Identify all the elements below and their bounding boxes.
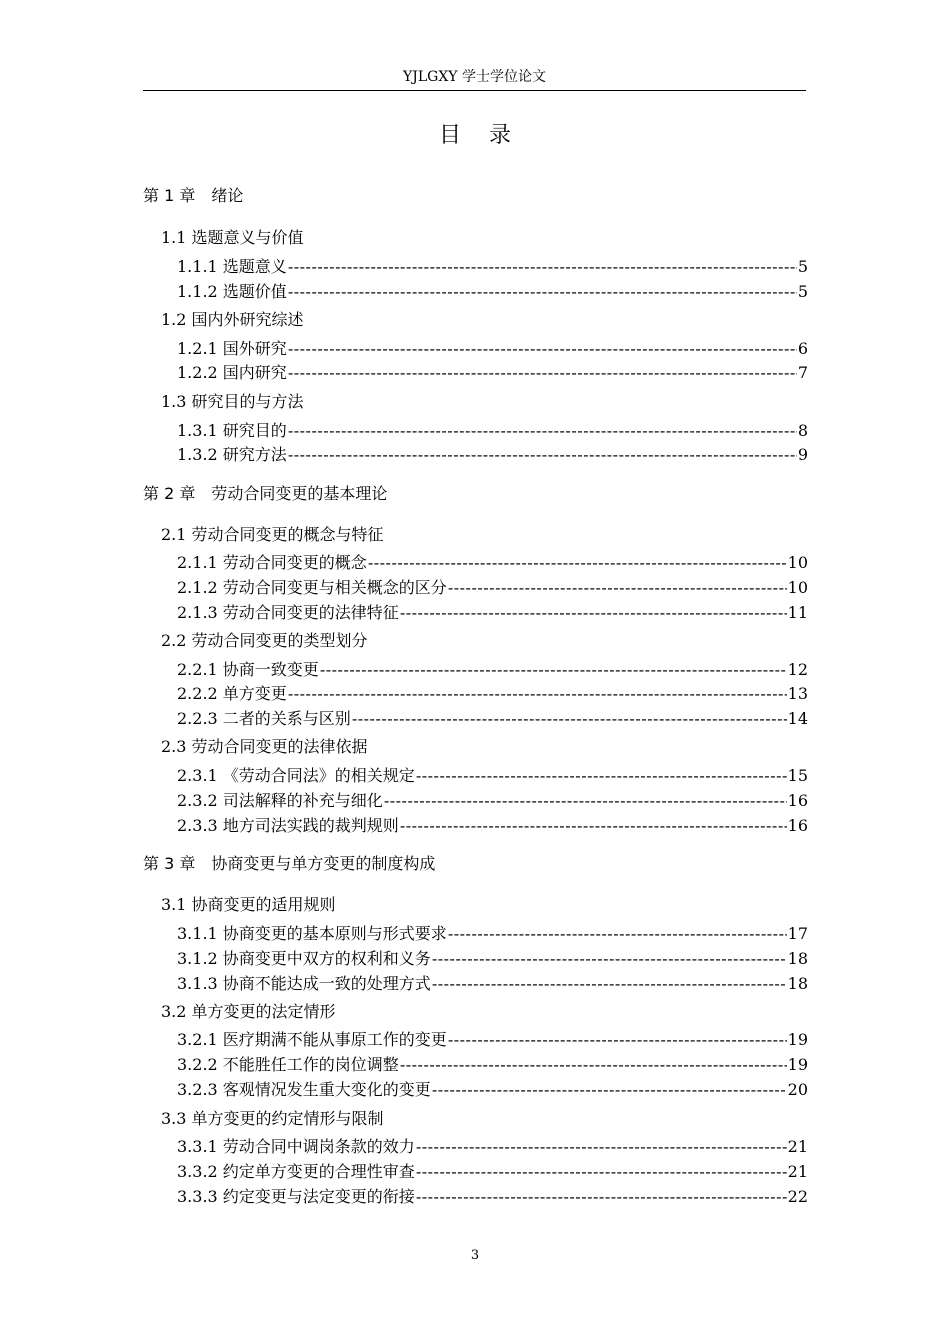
dot-leader: [400, 603, 787, 623]
entry-label: 2.2.1 协商一致变更: [177, 660, 319, 679]
toc-section[interactable]: 3.1 协商变更的适用规则: [161, 895, 336, 914]
toc-section[interactable]: 1.3 研究目的与方法: [161, 392, 304, 411]
dot-leader: [400, 816, 787, 836]
toc-entry[interactable]: [177, 816, 808, 836]
entry-page-number: 7: [797, 363, 808, 382]
toc-entry[interactable]: [177, 1030, 808, 1050]
entry-page-number: 21: [787, 1137, 808, 1156]
dot-leader: [288, 421, 797, 441]
toc-entry[interactable]: [177, 949, 808, 969]
entry-label: 1.2.1 国外研究: [177, 339, 287, 358]
toc-entry[interactable]: [177, 603, 808, 623]
toc-entry[interactable]: [177, 282, 808, 302]
chapter-number: 第 1 章: [143, 186, 196, 205]
dot-leader: [432, 949, 787, 969]
toc-entry[interactable]: [177, 1137, 808, 1157]
entry-label: 3.2.1 医疗期满不能从事原工作的变更: [177, 1030, 447, 1049]
entry-label: 2.2.2 单方变更: [177, 684, 287, 703]
entry-page-number: 22: [787, 1187, 808, 1206]
toc-entry[interactable]: [177, 363, 808, 383]
entry-page-number: 8: [797, 421, 808, 440]
toc-entry[interactable]: [177, 445, 808, 465]
entry-label: 3.2.3 客观情况发生重大变化的变更: [177, 1080, 431, 1099]
toc-entry[interactable]: [177, 660, 808, 680]
dot-leader: [288, 257, 797, 277]
entry-page-number: 15: [787, 766, 808, 785]
running-header: YJLGXY 学士学位论文: [403, 69, 546, 85]
toc-chapter[interactable]: [143, 484, 387, 504]
entry-label: 1.1.1 选题意义: [177, 257, 287, 276]
page-number: 3: [470, 1248, 480, 1263]
dot-leader: [368, 553, 787, 573]
dot-leader: [400, 1055, 787, 1075]
entry-label: 1.2.2 国内研究: [177, 363, 287, 382]
entry-page-number: 13: [787, 684, 808, 703]
dot-leader: [288, 282, 797, 302]
toc-entry[interactable]: [177, 684, 808, 704]
entry-page-number: 11: [787, 603, 808, 622]
entry-label: 1.1.2 选题价值: [177, 282, 287, 301]
dot-leader: [352, 709, 787, 729]
entry-page-number: 5: [797, 282, 808, 301]
toc-entry[interactable]: [177, 1080, 808, 1100]
toc-entry[interactable]: [177, 1055, 808, 1075]
toc-section[interactable]: 2.1 劳动合同变更的概念与特征: [161, 525, 384, 544]
dot-leader: [416, 1137, 787, 1157]
chapter-title: 协商变更与单方变更的制度构成: [211, 854, 436, 873]
dot-leader: [448, 1030, 787, 1050]
entry-label: 2.2.3 二者的关系与区别: [177, 709, 351, 728]
toc-section[interactable]: 2.2 劳动合同变更的类型划分: [161, 631, 368, 650]
toc-entry[interactable]: [177, 578, 808, 598]
toc-title: 目录: [438, 123, 539, 148]
dot-leader: [416, 1187, 787, 1207]
header-rule: [143, 90, 806, 91]
toc-entry[interactable]: [177, 339, 808, 359]
entry-label: 2.3.1 《劳动合同法》的相关规定: [177, 766, 415, 785]
entry-page-number: 19: [787, 1055, 808, 1074]
dot-leader: [448, 924, 787, 944]
toc-entry[interactable]: [177, 791, 808, 811]
chapter-number: 第 3 章: [143, 854, 196, 873]
toc-entry[interactable]: [177, 1162, 808, 1182]
toc-section[interactable]: 1.1 选题意义与价值: [161, 228, 304, 247]
dot-leader: [432, 974, 787, 994]
entry-page-number: 12: [787, 660, 808, 679]
entry-label: 2.1.2 劳动合同变更与相关概念的区分: [177, 578, 447, 597]
entry-page-number: 18: [787, 974, 808, 993]
dot-leader: [288, 445, 797, 465]
entry-label: 1.3.2 研究方法: [177, 445, 287, 464]
entry-label: 3.1.3 协商不能达成一致的处理方式: [177, 974, 431, 993]
entry-page-number: 18: [787, 949, 808, 968]
dot-leader: [384, 791, 787, 811]
toc-entry[interactable]: [177, 974, 808, 994]
entry-label: 3.3.2 约定单方变更的合理性审查: [177, 1162, 415, 1181]
toc-section[interactable]: 3.3 单方变更的约定情形与限制: [161, 1109, 384, 1128]
dot-leader: [416, 766, 787, 786]
entry-page-number: 9: [797, 445, 808, 464]
entry-page-number: 19: [787, 1030, 808, 1049]
entry-page-number: 21: [787, 1162, 808, 1181]
dot-leader: [416, 1162, 787, 1182]
toc-entry[interactable]: [177, 924, 808, 944]
entry-page-number: 10: [787, 553, 808, 572]
dot-leader: [432, 1080, 787, 1100]
toc-entry[interactable]: [177, 257, 808, 277]
entry-label: 2.3.3 地方司法实践的裁判规则: [177, 816, 399, 835]
entry-label: 3.3.3 约定变更与法定变更的衔接: [177, 1187, 415, 1206]
toc-entry[interactable]: [177, 421, 808, 441]
chapter-number: 第 2 章: [143, 484, 196, 503]
entry-label: 2.1.3 劳动合同变更的法律特征: [177, 603, 399, 622]
entry-page-number: 20: [787, 1080, 808, 1099]
dot-leader: [320, 660, 787, 680]
dot-leader: [288, 684, 787, 704]
chapter-title: 绪论: [211, 186, 244, 205]
entry-page-number: 16: [787, 791, 808, 810]
toc-entry[interactable]: [177, 553, 808, 573]
dot-leader: [288, 363, 797, 383]
entry-label: 2.3.2 司法解释的补充与细化: [177, 791, 383, 810]
entry-label: 1.3.1 研究目的: [177, 421, 287, 440]
entry-page-number: 5: [797, 257, 808, 276]
chapter-title: 劳动合同变更的基本理论: [211, 484, 388, 503]
entry-label: 3.3.1 劳动合同中调岗条款的效力: [177, 1137, 415, 1156]
entry-page-number: 10: [787, 578, 808, 597]
entry-page-number: 16: [787, 816, 808, 835]
toc-section[interactable]: 2.3 劳动合同变更的法律依据: [161, 737, 368, 756]
toc-entry[interactable]: [177, 709, 808, 729]
dot-leader: [288, 339, 797, 359]
entry-label: 3.1.1 协商变更的基本原则与形式要求: [177, 924, 447, 943]
toc-chapter[interactable]: [143, 186, 243, 206]
toc-entry[interactable]: [177, 766, 808, 786]
entry-label: 3.1.2 协商变更中双方的权利和义务: [177, 949, 431, 968]
entry-page-number: 6: [797, 339, 808, 358]
entry-label: 2.1.1 劳动合同变更的概念: [177, 553, 367, 572]
toc-section[interactable]: 1.2 国内外研究综述: [161, 310, 304, 329]
entry-page-number: 14: [787, 709, 808, 728]
dot-leader: [448, 578, 787, 598]
toc-chapter[interactable]: [143, 854, 435, 874]
toc-section[interactable]: 3.2 单方变更的法定情形: [161, 1002, 336, 1021]
toc-entry[interactable]: [177, 1187, 808, 1207]
entry-label: 3.2.2 不能胜任工作的岗位调整: [177, 1055, 399, 1074]
entry-page-number: 17: [787, 924, 808, 943]
